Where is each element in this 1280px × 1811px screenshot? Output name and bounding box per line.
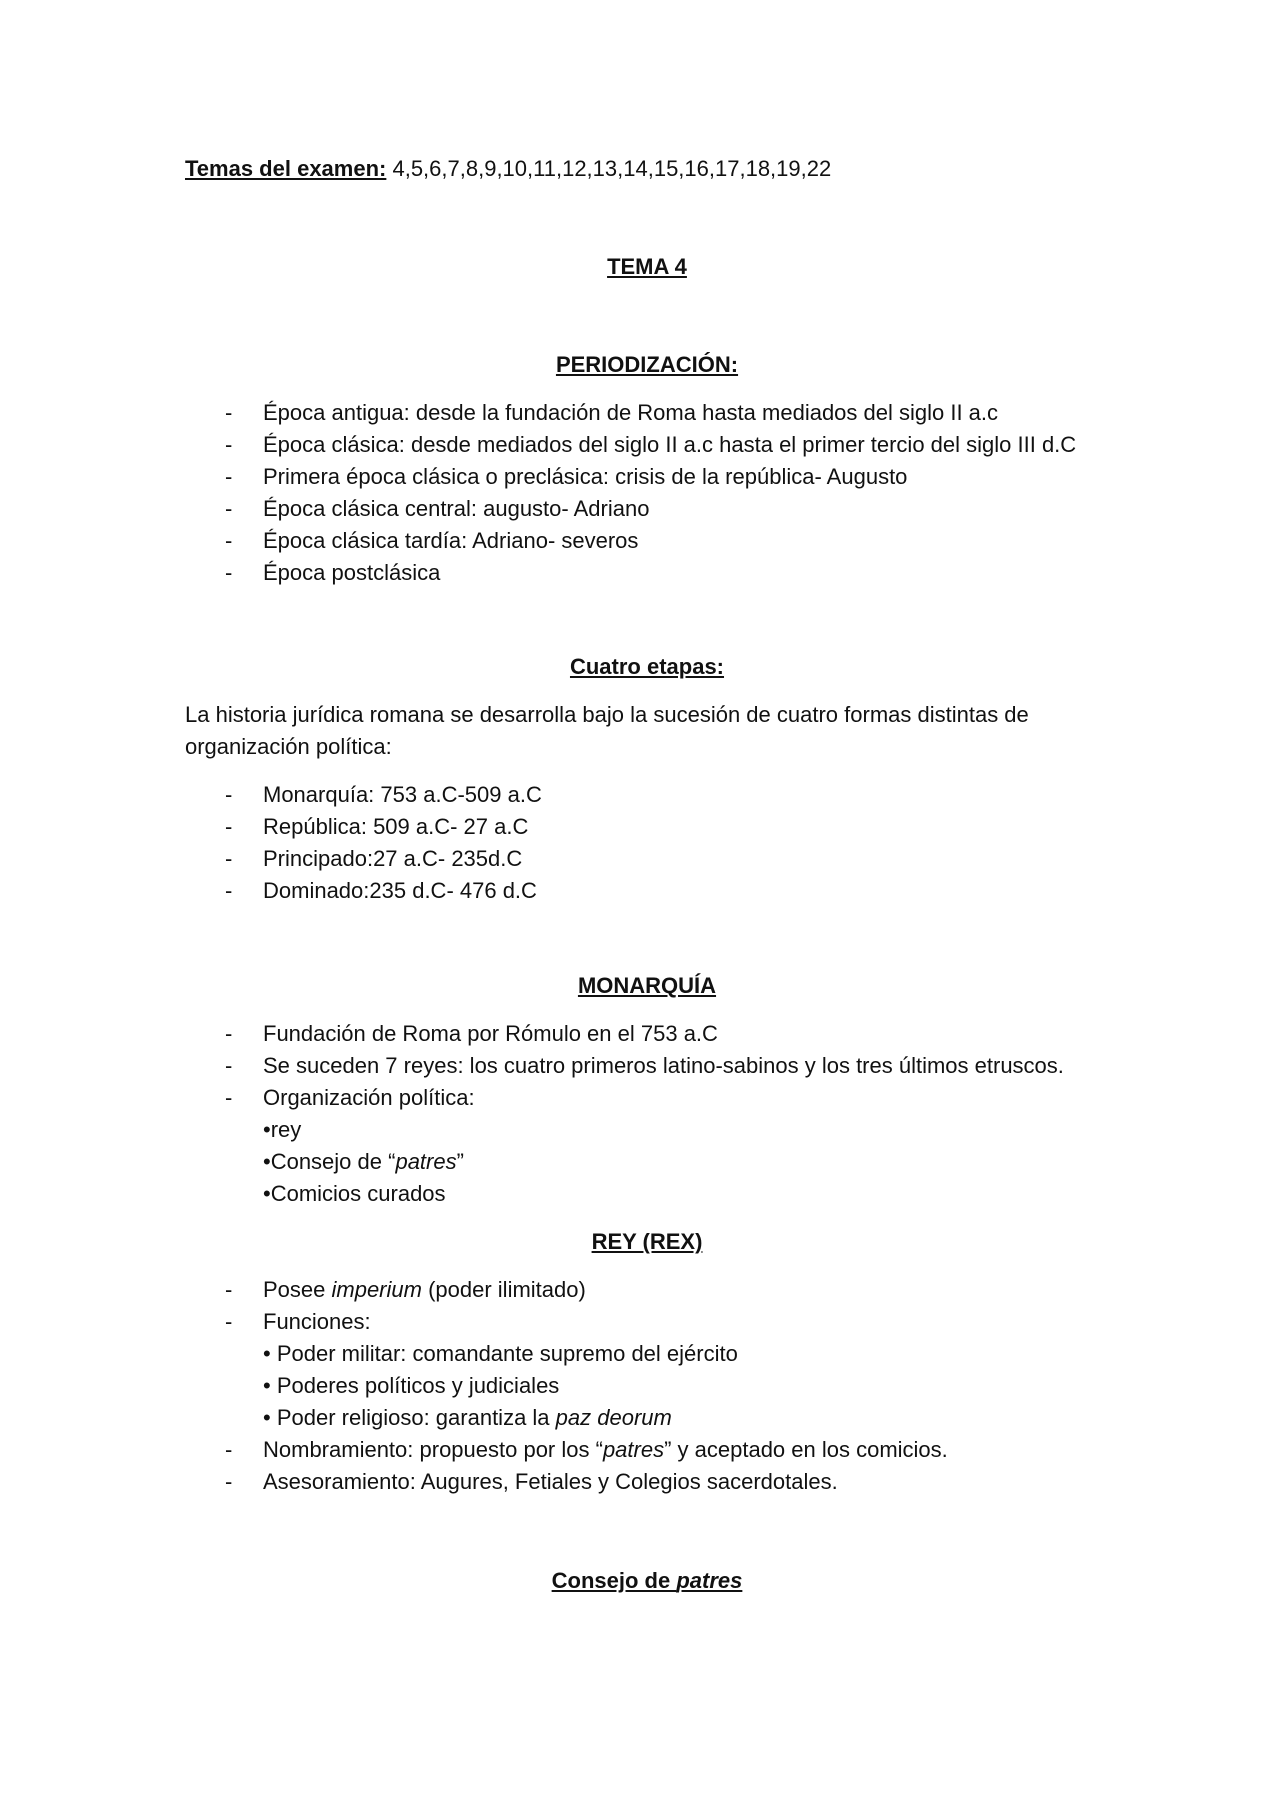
list-item: - Época clásica: desde mediados del siglo II a.c hasta el primer tercio del siglo III d.C: [185, 429, 1085, 461]
list-item: - Época clásica tardía: Adriano- severos: [185, 525, 1085, 557]
bullet: •: [263, 1373, 277, 1398]
bullet: •: [263, 1341, 277, 1366]
rey-list: [185, 1274, 1085, 1338]
rey-list-wrap: [185, 1274, 1085, 1498]
etapas-list: [185, 779, 1085, 907]
periodizacion-list-wrap: [185, 397, 1085, 589]
consejo-title: Consejo de patres: [551, 1568, 743, 1593]
list-item: - Posee imperium (poder ilimitado): [185, 1274, 1085, 1306]
sub-item-text: rey: [270, 1117, 302, 1142]
monarquia-list: [185, 1018, 1085, 1114]
tema4-title: TEMA 4: [607, 254, 687, 279]
list-item: - Primera época clásica o preclásica: crisis de la república- Augusto: [185, 461, 1085, 493]
sub-item-text: Comicios curados: [270, 1181, 446, 1206]
list-item: - Época clásica central: augusto- Adriano: [185, 493, 1085, 525]
list-item: - Época postclásica: [185, 557, 1085, 589]
bullet: •: [263, 1117, 271, 1142]
list-item: - Dominado:235 d.C- 476 d.C: [185, 875, 1085, 907]
sub-item-text: Consejo de “: [270, 1149, 396, 1174]
tema4-heading: [0, 251, 1280, 283]
exam-topics-label: Temas del examen:: [185, 156, 387, 181]
sub-item-consejo: [185, 1146, 1085, 1178]
bullet: •: [263, 1149, 271, 1174]
sub-item: • Poder religioso: garantiza la paz deorum: [263, 1405, 672, 1430]
periodizacion-list: [185, 397, 1085, 589]
etapas-title: Cuatro etapas:: [569, 654, 725, 679]
etapas-paragraph-line-1: La historia jurídica romana se desarrolla bajo la sucesión de cuatro formas distintas de: [185, 702, 1029, 727]
periodizacion-title: PERIODIZACIÓN:: [555, 352, 739, 377]
list-item: - Organización política:: [185, 1082, 1085, 1114]
list-item: - Nombramiento: propuesto por los “patres” y aceptado en los comicios.: [185, 1434, 1085, 1466]
bullet: •: [263, 1405, 277, 1430]
list-item: - Se suceden 7 reyes: los cuatro primeros latino-sabinos y los tres últimos etruscos.: [185, 1050, 1085, 1082]
exam-topics-line: [185, 153, 1085, 185]
list-item: - Funciones:: [185, 1306, 1085, 1338]
list-item: - Asesoramiento: Augures, Fetiales y Colegios sacerdotales.: [185, 1466, 1085, 1498]
bullet: •: [263, 1181, 271, 1206]
sub-item: • Poderes políticos y judiciales: [263, 1373, 560, 1398]
list-item: - República: 509 a.C- 27 a.C: [185, 811, 1085, 843]
rey-heading: [0, 1226, 1280, 1258]
periodizacion-heading: [0, 349, 1280, 381]
etapas-heading: [0, 651, 1280, 683]
rey-title: REY (REX): [591, 1229, 703, 1254]
list-item: - Fundación de Roma por Rómulo en el 753 a.C: [185, 1018, 1085, 1050]
sub-item-comicios: [185, 1178, 1085, 1210]
etapas-list-wrap: [185, 779, 1085, 907]
sub-item: • Poder militar: comandante supremo del ejército: [263, 1341, 738, 1366]
etapas-paragraph: [185, 699, 1085, 763]
list-item: - Época antigua: desde la fundación de Roma hasta mediados del siglo II a.c: [185, 397, 1085, 429]
monarquia-heading: [0, 970, 1280, 1002]
list-item: - Principado:27 a.C- 235d.C: [185, 843, 1085, 875]
sub-item-text: ”: [456, 1149, 464, 1174]
monarquia-list-wrap: [185, 1018, 1085, 1210]
sub-item-italic: patres: [395, 1149, 457, 1174]
sub-item-rey: [185, 1114, 1085, 1146]
list-item: - Monarquía: 753 a.C-509 a.C: [185, 779, 1085, 811]
exam-topics-list: 4,5,6,7,8,9,10,11,12,13,14,15,16,17,18,19,22: [386, 156, 832, 181]
monarquia-title: MONARQUÍA: [577, 973, 717, 998]
rey-list-cont: [185, 1434, 1085, 1498]
etapas-paragraph-line-2: organización política:: [185, 734, 392, 759]
consejo-heading: [0, 1565, 1280, 1597]
